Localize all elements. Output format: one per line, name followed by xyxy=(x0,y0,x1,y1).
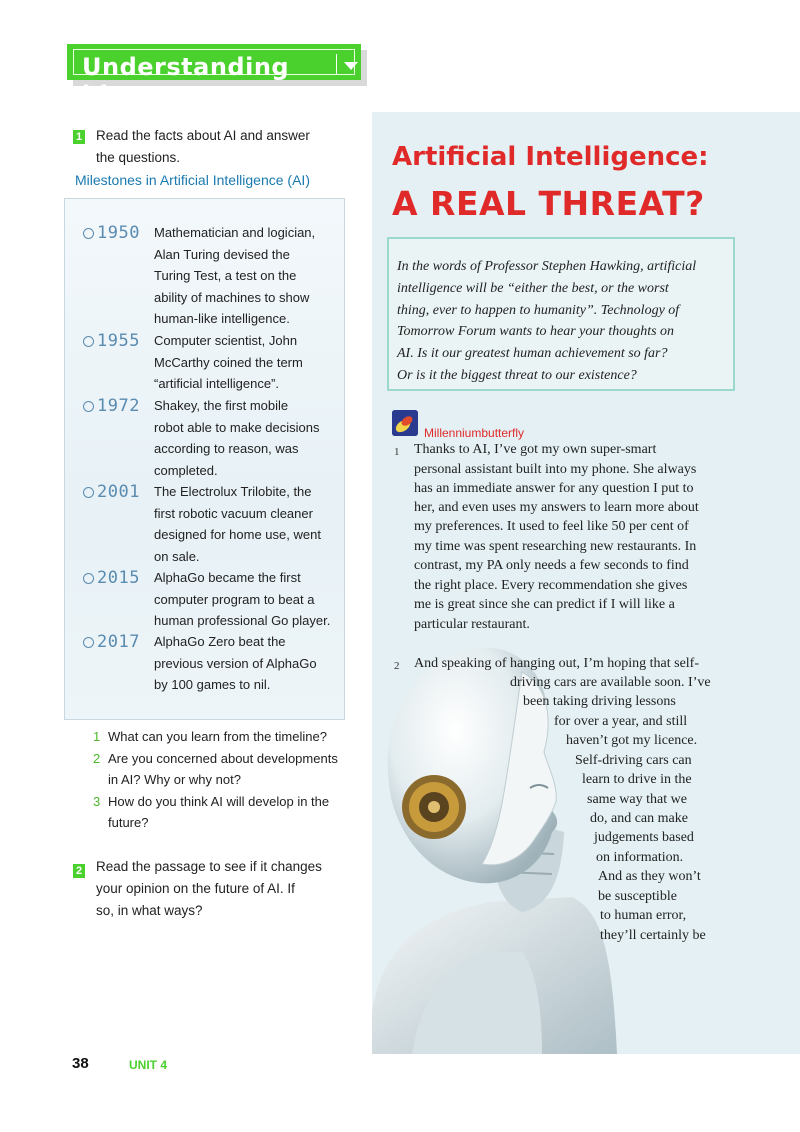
timeline-entry-2015 xyxy=(154,567,336,632)
timeline-dot-icon xyxy=(83,401,94,412)
entry-line: on sale. xyxy=(154,548,200,564)
body-line: on information. xyxy=(596,850,684,865)
question-item: 1 What can you learn from the timeline? xyxy=(93,729,327,744)
body-line: me is great since she can predict if I will like a xyxy=(414,597,675,612)
body-line: my time was spent researching new restaurants. In xyxy=(414,539,697,554)
entry-line: according to reason, was xyxy=(154,441,299,456)
body-line: do, and can make xyxy=(590,811,688,826)
body-line: haven’t got my licence. xyxy=(566,733,698,748)
entry-line: previous version of AlphaGo xyxy=(154,655,317,671)
body-line: to human error, xyxy=(600,908,687,923)
timeline-entry-2017 xyxy=(154,631,336,696)
entry-line: McCarthy coined the term xyxy=(154,354,303,370)
section-banner xyxy=(67,44,361,109)
body-line: my preferences. It used to feel like 50 per cent of xyxy=(414,519,689,534)
section-title: Understanding ideas xyxy=(82,53,290,109)
entry-line: AlphaGo became the first xyxy=(154,570,301,585)
entry-line: by 100 games to nil. xyxy=(154,677,271,692)
intro-line: Tomorrow Forum wants to hear your thoughts on xyxy=(397,324,675,340)
body-line: the right place. Every recommendation she gives xyxy=(414,578,688,593)
timeline-dot-icon xyxy=(83,228,94,239)
entry-line: Mathematician and logician, xyxy=(154,225,316,240)
timeline-entry-2001 xyxy=(154,481,336,567)
body-line: same way that we xyxy=(587,792,687,807)
timeline-dot-icon xyxy=(83,637,94,648)
body-line: learn to drive in the xyxy=(582,772,692,787)
body-line: driving cars are available soon. I’ve xyxy=(510,675,711,690)
question-item: 3 How do you think AI will develop in the future? xyxy=(93,793,330,830)
paragraph-number: 2 xyxy=(394,660,400,672)
banner-divider xyxy=(336,54,337,74)
page-number: 38 xyxy=(72,1055,89,1072)
timeline-dot-icon xyxy=(83,336,94,347)
activity-2-instruction xyxy=(96,856,322,922)
entry-line: The Electrolux Trilobite, the xyxy=(154,484,312,499)
banner-frame xyxy=(73,49,355,109)
timeline-entry-1955 xyxy=(154,330,336,395)
activity-1-instruction xyxy=(96,125,310,169)
intro-line: intelligence will be “either the best, or the worst xyxy=(397,280,669,296)
body-line: Thanks to AI, I’ve got my own super-smart xyxy=(414,442,657,457)
activity-1-badge: 1 xyxy=(73,130,85,144)
body-line: And as they won’t xyxy=(598,869,701,884)
entry-line: Alan Turing devised the xyxy=(154,246,290,262)
entry-line: first robotic vacuum cleaner xyxy=(154,505,313,521)
instruction-line: your opinion on the future of AI. If xyxy=(96,881,295,896)
instruction-line: Read the facts about AI and answer xyxy=(96,128,310,143)
entry-line: human-like intelligence. xyxy=(154,311,290,326)
question-list xyxy=(93,726,338,834)
article-intro-box xyxy=(387,237,735,391)
body-line: personal assistant built into my phone. She always xyxy=(414,462,697,477)
timeline-entry-1972 xyxy=(154,395,336,481)
entry-line: ability of machines to show xyxy=(154,289,310,305)
timeline-entry-1950 xyxy=(154,222,336,330)
entry-line: Turing Test, a test on the xyxy=(154,268,297,283)
body-line: particular restaurant. xyxy=(414,617,530,632)
instruction-line: so, in what ways? xyxy=(96,903,203,918)
entry-line: designed for home use, went xyxy=(154,527,321,542)
body-line: they’ll certainly be xyxy=(600,928,706,943)
body-line: And speaking of hanging out, I’m hoping that self- xyxy=(414,656,700,671)
triangle-down-icon xyxy=(344,62,358,70)
article-title-line2: A REAL THREAT? xyxy=(392,184,705,223)
entry-line: human professional Go player. xyxy=(154,613,331,628)
avatar xyxy=(392,410,418,436)
unit-label: UNIT 4 xyxy=(129,1058,168,1072)
body-line: contrast, my PA only needs a few seconds to find xyxy=(414,558,689,573)
timeline-dot-icon xyxy=(83,487,94,498)
entry-line: Shakey, the first mobile xyxy=(154,398,289,413)
body-line: be susceptible xyxy=(598,889,677,904)
entry-line: robot able to make decisions xyxy=(154,419,320,435)
entry-line: “artificial intelligence”. xyxy=(154,376,279,391)
butterfly-icon xyxy=(392,410,418,436)
paragraph-number: 1 xyxy=(394,446,400,458)
body-line: has an immediate answer for any question I put to xyxy=(414,481,694,496)
article-title-line1: Artificial Intelligence: xyxy=(392,142,709,172)
instruction-line: Read the passage to see if it changes xyxy=(96,859,322,874)
article-intro xyxy=(397,256,729,387)
entry-line: AlphaGo Zero beat the xyxy=(154,634,286,649)
body-line: for over a year, and still xyxy=(554,714,688,729)
entry-line: completed. xyxy=(154,462,218,478)
intro-line: In the words of Professor Stephen Hawking, artificial xyxy=(397,259,697,274)
body-line: been taking driving lessons xyxy=(523,694,676,709)
question-item: 2 Are you concerned about developments in AI? Why or why not? xyxy=(93,750,338,787)
entry-line: computer program to beat a xyxy=(154,591,315,607)
intro-line: thing, ever to happen to humanity”. Technology of xyxy=(397,302,680,318)
instruction-line: the questions. xyxy=(96,150,181,165)
body-line: judgements based xyxy=(594,830,694,845)
intro-line: Or is it the biggest threat to our existence? xyxy=(397,367,637,383)
body-line: her, and even uses my answers to learn more about xyxy=(414,500,699,515)
entry-line: Computer scientist, John xyxy=(154,333,298,348)
milestones-timeline: 1950 Mathematician and logician, Alan Turing devised the Turing Test, a test on the ability of machines to show human-like intelligence. 1955 Computer scientist, John McCarthy coined the term “artificial intelligence”. 1972 Shakey, the first mobile robot able to make decisions according to reason, was completed. 2001 The Electrolux Trilobite, the first robotic vacuum cleaner designed for home use, went on sale. 2015 AlphaGo became the first computer program to beat a human professional Go player. 2017 AlphaGo Zero beat the previous version of AlphaGo by 100 games to nil. xyxy=(64,198,345,720)
intro-line: AI. Is it our greatest human achievement so far? xyxy=(397,346,668,362)
activity-2-badge: 2 xyxy=(73,864,85,878)
timeline-dot-icon xyxy=(83,573,94,584)
forum-username: Millenniumbutterfly xyxy=(424,426,525,440)
milestones-title: Milestones in Artificial Intelligence (AI) xyxy=(75,172,310,188)
body-line: Self-driving cars can xyxy=(575,753,692,768)
